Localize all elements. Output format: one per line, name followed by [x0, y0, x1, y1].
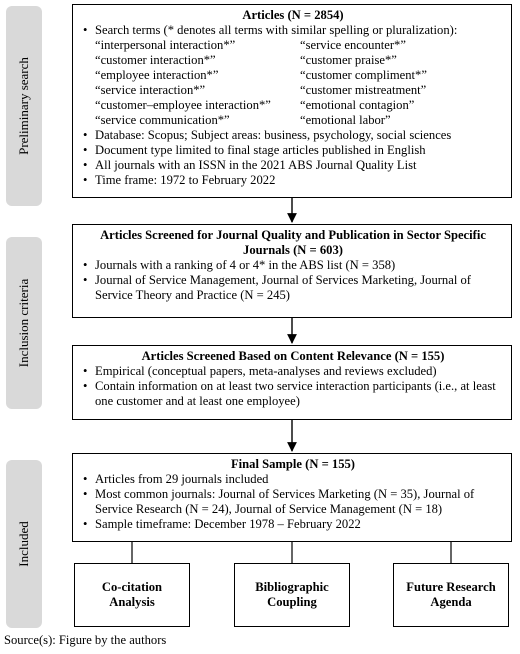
search-terms-list — [79, 38, 507, 128]
final-sample-title: Final Sample (N = 155) — [230, 457, 356, 471]
search-term: “customer–employee interaction*” — [95, 98, 271, 112]
search-term: “customer compliment*” — [300, 68, 427, 82]
search-term: “service encounter*” — [300, 38, 406, 52]
criteria-item: • Journals with a ranking of 4 or 4* in the ABS list (N = 358) — [79, 258, 507, 273]
content-screen-title: Articles Screened Based on Content Relevance (N = 155) — [141, 349, 445, 363]
search-term: “service communication*” — [95, 113, 230, 127]
search-term: “employee interaction*” — [95, 68, 219, 82]
stage-label-included: Included — [6, 460, 42, 628]
criteria-item: • Sample timeframe: December 1978 – February 2022 — [79, 517, 507, 532]
search-term: “customer interaction*” — [95, 53, 216, 67]
articles-title: Articles (N = 2854) — [242, 8, 344, 22]
stage-label-preliminary-search: Preliminary search — [6, 6, 42, 206]
final-sample-box — [72, 453, 512, 542]
criteria-item: • Contain information on at least two service interaction participants (i.e., at least one customer and at least one employee) — [79, 379, 507, 409]
criteria-item: • Database: Scopus; Subject areas: business, psychology, social sciences — [79, 128, 507, 143]
source-caption: Source(s): Figure by the authors — [4, 633, 167, 647]
co-citation-analysis-box: Co-citation Analysis — [74, 563, 190, 627]
search-term: “emotional contagion” — [300, 98, 415, 112]
bibliographic-coupling-box: Bibliographic Coupling — [234, 563, 350, 627]
search-terms-intro: • Search terms (* denotes all terms with similar spelling or pluralization): — [79, 23, 507, 38]
criteria-item: • Time frame: 1972 to February 2022 — [79, 173, 507, 188]
criteria-item: • Most common journals: Journal of Services Marketing (N = 35), Journal of Service Research (N = 24), Journal of Service Management (N = 18) — [79, 487, 507, 517]
journal-screen-box — [72, 224, 512, 318]
criteria-item: • Empirical (conceptual papers, meta-analyses and reviews excluded) — [79, 364, 507, 379]
search-term: “customer praise*” — [300, 53, 397, 67]
criteria-item: • All journals with an ISSN in the 2021 ABS Journal Quality List — [79, 158, 507, 173]
future-research-agenda-box: Future Research Agenda — [393, 563, 509, 627]
search-term: “emotional labor” — [300, 113, 391, 127]
content-screen-box — [72, 345, 512, 420]
criteria-item: • Articles from 29 journals included — [79, 472, 507, 487]
stage-label-inclusion-criteria: Inclusion criteria — [6, 237, 42, 409]
search-term: “customer mistreatment” — [300, 83, 427, 97]
articles-box — [72, 4, 512, 198]
search-term: “service interaction*” — [95, 83, 206, 97]
criteria-item: • Document type limited to final stage articles published in English — [79, 143, 507, 158]
criteria-item: • Journal of Service Management, Journal of Services Marketing, Journal of Service Theory and Practice (N = 245) — [79, 273, 507, 303]
journal-screen-title: Articles Screened for Journal Quality and Publication in Sector Specific Journals (N = 603) — [100, 228, 486, 257]
search-term: “interpersonal interaction*” — [95, 38, 236, 52]
